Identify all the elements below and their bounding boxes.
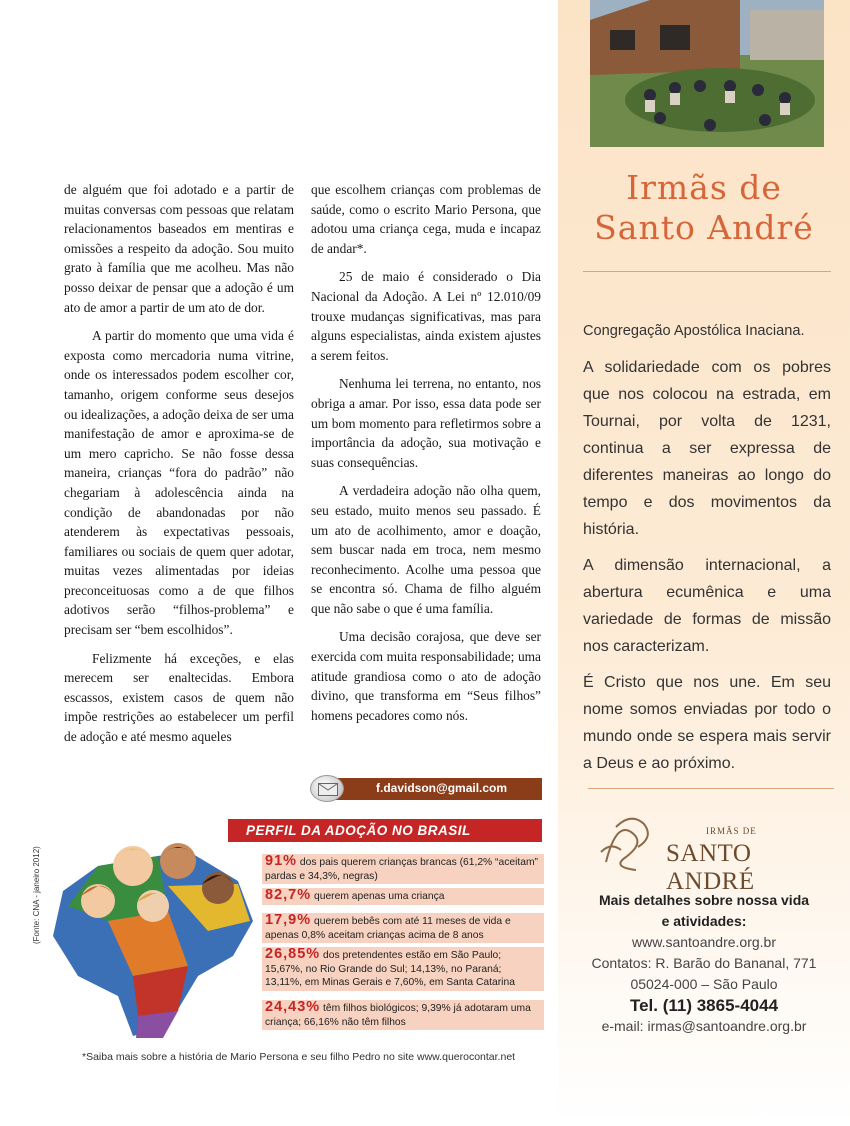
- website-link[interactable]: www.santoandre.org.br: [632, 934, 776, 950]
- stat-text: querem bebês com até 11 meses de vida e apenas 0,8% aceitam crianças acima de 8 anos: [265, 916, 511, 941]
- contact-heading: e atividades:: [661, 913, 747, 929]
- phone-number: Tel. (11) 3865-4044: [629, 996, 779, 1015]
- santo-andre-emblem-icon: [596, 812, 658, 878]
- logo-line-2: Santo André: [594, 208, 814, 247]
- stat-percent: 17,9%: [265, 912, 312, 928]
- article-paragraph: que escolhem crianças com problemas de saúde, como o escrito Mario Persona, que adotou uma criança cega, muda e incapaz de andar*.: [311, 182, 541, 256]
- author-email-link[interactable]: f.davidson@gmail.com: [376, 781, 508, 795]
- stat-text: dos pais querem crianças brancas (61,2% “aceitam” pardas e 34,3%, negras): [265, 857, 538, 882]
- infographic-source: (Fonte: CNA - janeiro 2012): [32, 846, 41, 944]
- community-photo: [590, 0, 824, 147]
- infographic-title: PERFIL DA ADOÇÃO NO BRASIL: [228, 819, 542, 842]
- contact-info: [558, 890, 850, 1037]
- logo-title: SANTO ANDRÉ: [666, 840, 755, 895]
- author-email-bar: [310, 775, 542, 802]
- stat-percent: 91%: [265, 853, 298, 869]
- description-paragraph: É Cristo que nos une. Em seu nome somos enviadas por todo o mundo onde se espera mais servir a Deus e ao próximo.: [583, 674, 831, 772]
- stat-row: [262, 888, 544, 907]
- stat-percent: 24,43%: [265, 999, 321, 1015]
- stat-percent: 82,7%: [265, 887, 312, 903]
- article-column-1: [64, 180, 294, 756]
- stat-text: dos pretendentes estão em São Paulo; 15,67%, no Rio Grande do Sul; 14,13%, no Paraná; 13,11%, em Minas Gerais e 7,60%, em Santa Catarina: [265, 950, 515, 988]
- description-paragraph: A dimensão internacional, a abertura ecumênica e uma variedade de formas de missão nos caracterizam.: [583, 557, 831, 655]
- divider: [583, 271, 831, 272]
- footnote: *Saiba mais sobre a história de Mario Persona e seu filho Pedro no site www.querocontar.net: [82, 1051, 516, 1063]
- stat-row: [262, 913, 544, 945]
- description-paragraph: A solidariedade com os pobres que nos colocou na estrada, em Tournai, por volta de 1231, continua a ser expressa de diferentes maneiras ao longo do tempo e dos movimentos da história.: [583, 359, 831, 538]
- congregation-logo: [558, 168, 850, 248]
- article-paragraph: de alguém que foi adotado e a partir de muitas conversas com pessoas que relatam relacionamentos baseados em mentiras e omissões a respeito da adoção. Sou muito grato à família que me acolheu. Mas não posso deixar de pensar que a adoção é um ato de amor a partir de um ato de dor.: [64, 182, 294, 315]
- santo-andre-logo: [596, 808, 826, 895]
- divider: [588, 788, 834, 789]
- contact-heading: Mais detalhes sobre nossa vida: [598, 892, 810, 908]
- article-paragraph: Felizmente há exceções, e elas merecem ser enaltecidas. Embora escassos, existem casos de quem não impõe restrições ao estabelecer um perfil de adoção e até mesmo aqueles: [64, 650, 294, 745]
- stat-row: [262, 947, 544, 993]
- stat-row: [262, 854, 544, 886]
- address-line: 05024-000 – São Paulo: [630, 976, 778, 992]
- article-paragraph: 25 de maio é considerado o Dia Nacional da Adoção. A Lei nº 12.010/09 trouxe mudanças significativas, mas para alguns especialistas, ainda existem ajustes a serem feitos.: [311, 269, 541, 363]
- article-paragraph: Uma decisão corajosa, que deve ser exercida com muita responsabilidade; uma atitude grandiosa como o ato de adoção divino, que transforma em “Seus filhos” homens pecadores como nós.: [311, 629, 541, 723]
- article-paragraph: A verdadeira adoção não olha quem, seu estado, muito menos seu passado. É um ato de acolhimento, amor e doação, sem buscar nada em troca, nem mesmo reconhecimento. Acolhe uma pessoa que se encontra só. Chama de filho alguém que não sabe o que é uma família.: [311, 483, 541, 616]
- logo-subtitle: IRMÃS DE: [706, 826, 757, 836]
- brazil-map-children-illustration: [38, 826, 273, 1046]
- article-column-2: [311, 180, 541, 734]
- sidebar: [558, 0, 850, 1126]
- address-line: Contatos: R. Barão do Bananal, 771: [591, 955, 817, 971]
- stat-text: querem apenas uma criança: [311, 891, 445, 902]
- logo-line-1: Irmãs de: [626, 168, 782, 207]
- description-paragraph: Congregação Apostólica Inaciana.: [583, 323, 805, 339]
- stat-percent: 26,85%: [265, 946, 321, 962]
- article-paragraph: A partir do momento que uma vida é exposta como mercadoria numa vitrine, onde os interessados podem escolher cor, tamanho, origem conforme seus desejos ou idealizações, a adoção deixa de ser uma manifestação de amor e aproxima-se de um mero capricho. Se não fosse dessa maneira, crianças “fora do padrão” não chegariam à adolescência ainda na condição de abandonadas por não atenderem às expectativas pessoais, familiares ou sociais de quem quer adotar, muitas vezes alimentadas por ideias preconceituosas como a de que filhos adotivos serão “filhos-problema” e precisam ser “bem escolhidos”.: [64, 328, 294, 638]
- envelope-icon: [310, 775, 344, 802]
- contact-email[interactable]: e-mail: irmas@santoandre.org.br: [601, 1018, 807, 1034]
- stat-row: [262, 1000, 544, 1032]
- congregation-description: [583, 318, 831, 786]
- adoption-profile-infographic: [30, 816, 545, 1046]
- stat-text: têm filhos biológicos; 9,39% já adotaram uma criança; 66,16% não têm filhos: [265, 1003, 531, 1028]
- article-paragraph: Nenhuma lei terrena, no entanto, nos obriga a amar. Por isso, essa data pode ser um bom momento para refletirmos sobre a importância da adoção, sua motivação e suas consequências.: [311, 376, 541, 470]
